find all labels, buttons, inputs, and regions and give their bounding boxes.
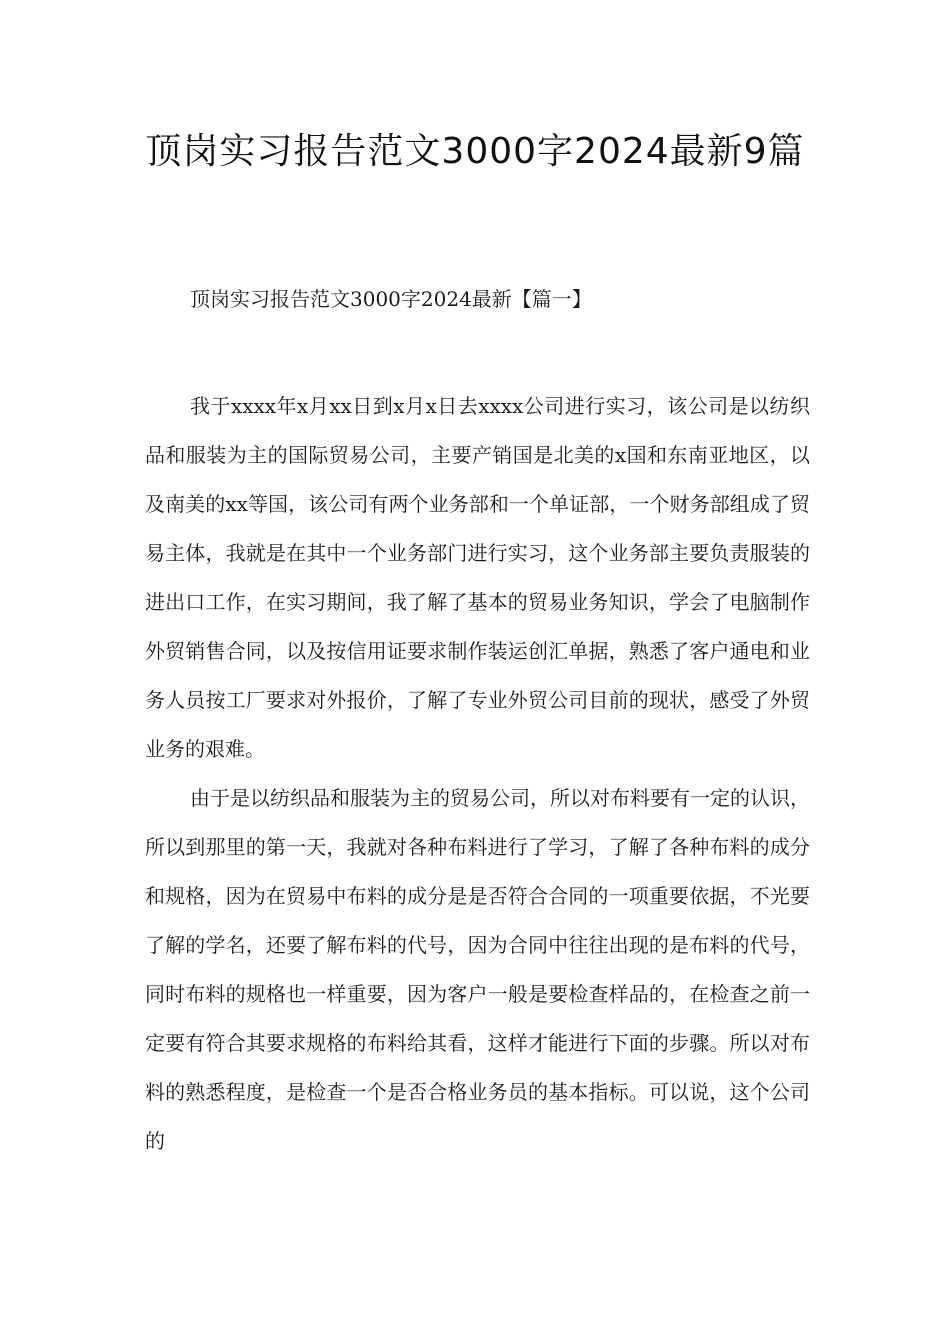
document-title: 顶岗实习报告范文3000字2024最新9篇 [145,131,805,172]
document-body [145,382,810,1166]
section-heading: 顶岗实习报告范文3000字2024最新【篇一】 [190,287,592,311]
body-paragraph: 由于是以纺织品和服装为主的贸易公司，所以对布料要有一定的认识，所以到那里的第一天，我就对各种布料进行了学习，了解了各种布料的成分和规格，因为在贸易中布料的成分是是否符合合同的一项重要依据，不光要了解的学名，还要了解布料的代号，因为合同中往往出现的是布料的代号，同时布料的规格也一样重要，因为客户一般是要检查样品的，在检查之前一定要有符合其要求规格的布料给其看，这样才能进行下面的步骤。所以对布料的熟悉程度，是检查一个是否合格业务员的基本指标。可以说，这个公司的 [145,786,810,1153]
body-paragraph: 我于xxxx年x月xx日到x月x日去xxxx公司进行实习，该公司是以纺织品和服装为主的国际贸易公司，主要产销国是北美的x国和东南亚地区，以及南美的xx等国，该公司有两个业务部和一个单证部，一个财务部组成了贸易主体，我就是在其中一个业务部门进行实习，这个业务部主要负责服装的进出口工作，在实习期间，我了解了基本的贸易业务知识，学会了电脑制作外贸销售合同，以及按信用证要求制作装运创汇单据，熟悉了客户通电和业务人员按工厂要求对外报价，了解了专业外贸公司目前的现状，感受了外贸业务的艰难。 [145,394,810,761]
